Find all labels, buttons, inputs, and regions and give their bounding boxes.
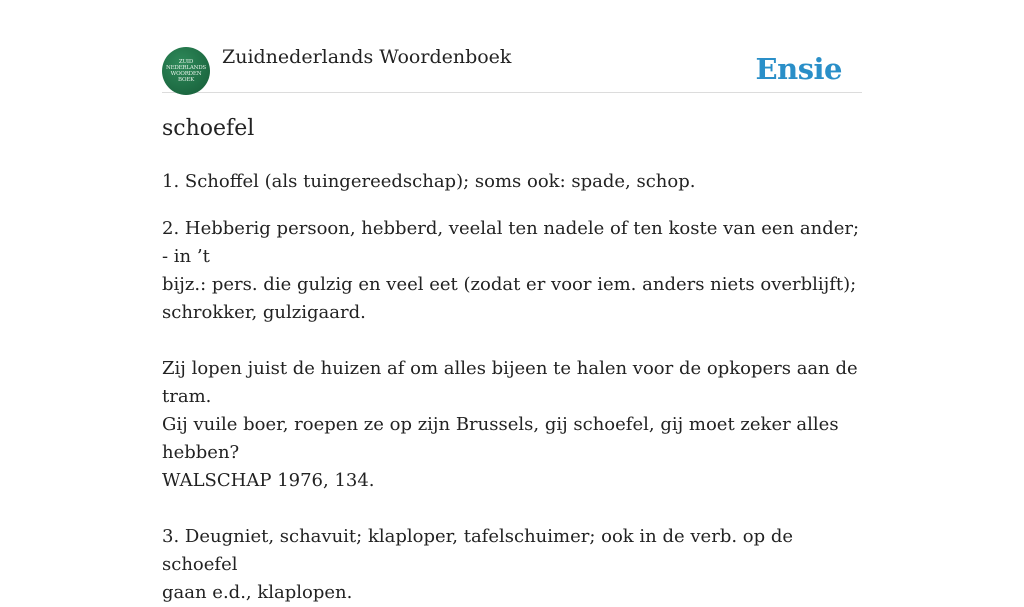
definition-1: 1. Schoffel (als tuingereedschap); soms ook: spade, schop. [162, 171, 696, 192]
logo-text-line: ZUID [178, 59, 194, 65]
definition-2 [162, 215, 862, 327]
logo-text-line: WOORDEN [170, 71, 202, 77]
dictionary-logo[interactable] [162, 47, 210, 95]
quote-source: WALSCHAP 1976, 134. [162, 470, 375, 491]
quote-line: Zij lopen juist de huizen af om alles bijeen te halen voor de opkopers aan de tram. [162, 358, 858, 407]
citation-quote [162, 355, 862, 495]
entry-headword: schoefel [162, 116, 255, 141]
entry-content [162, 168, 862, 607]
logo-text-line: NEDERLANDS [165, 65, 206, 71]
quote-line: Gij vuile boer, roepen ze op zijn Brussels, gij schoefel, gij moet zeker alles hebben? [162, 414, 839, 463]
definition-3-line: gaan e.d., klaplopen. [162, 582, 353, 603]
definition-2-line: 2. Hebberig persoon, hebberd, veelal ten nadele of ten koste van een ander; - in ’t [162, 218, 860, 267]
header [162, 44, 862, 93]
definition-3-line: 3. Deugniet, schavuit; klaploper, tafelschuimer; ook in de verb. op de schoefel [162, 526, 794, 575]
definition-2-line: bijz.: pers. die gulzig en veel eet (zodat er voor iem. anders niets overblijft); [162, 274, 857, 295]
definition-2-line: schrokker, gulzigaard. [162, 302, 366, 323]
ensie-brand-logo[interactable]: Ensie [755, 52, 842, 86]
logo-text-line: BOEK [178, 77, 194, 83]
source-title-link[interactable]: Zuidnederlands Woordenboek [222, 46, 512, 68]
definition-3 [162, 523, 862, 607]
